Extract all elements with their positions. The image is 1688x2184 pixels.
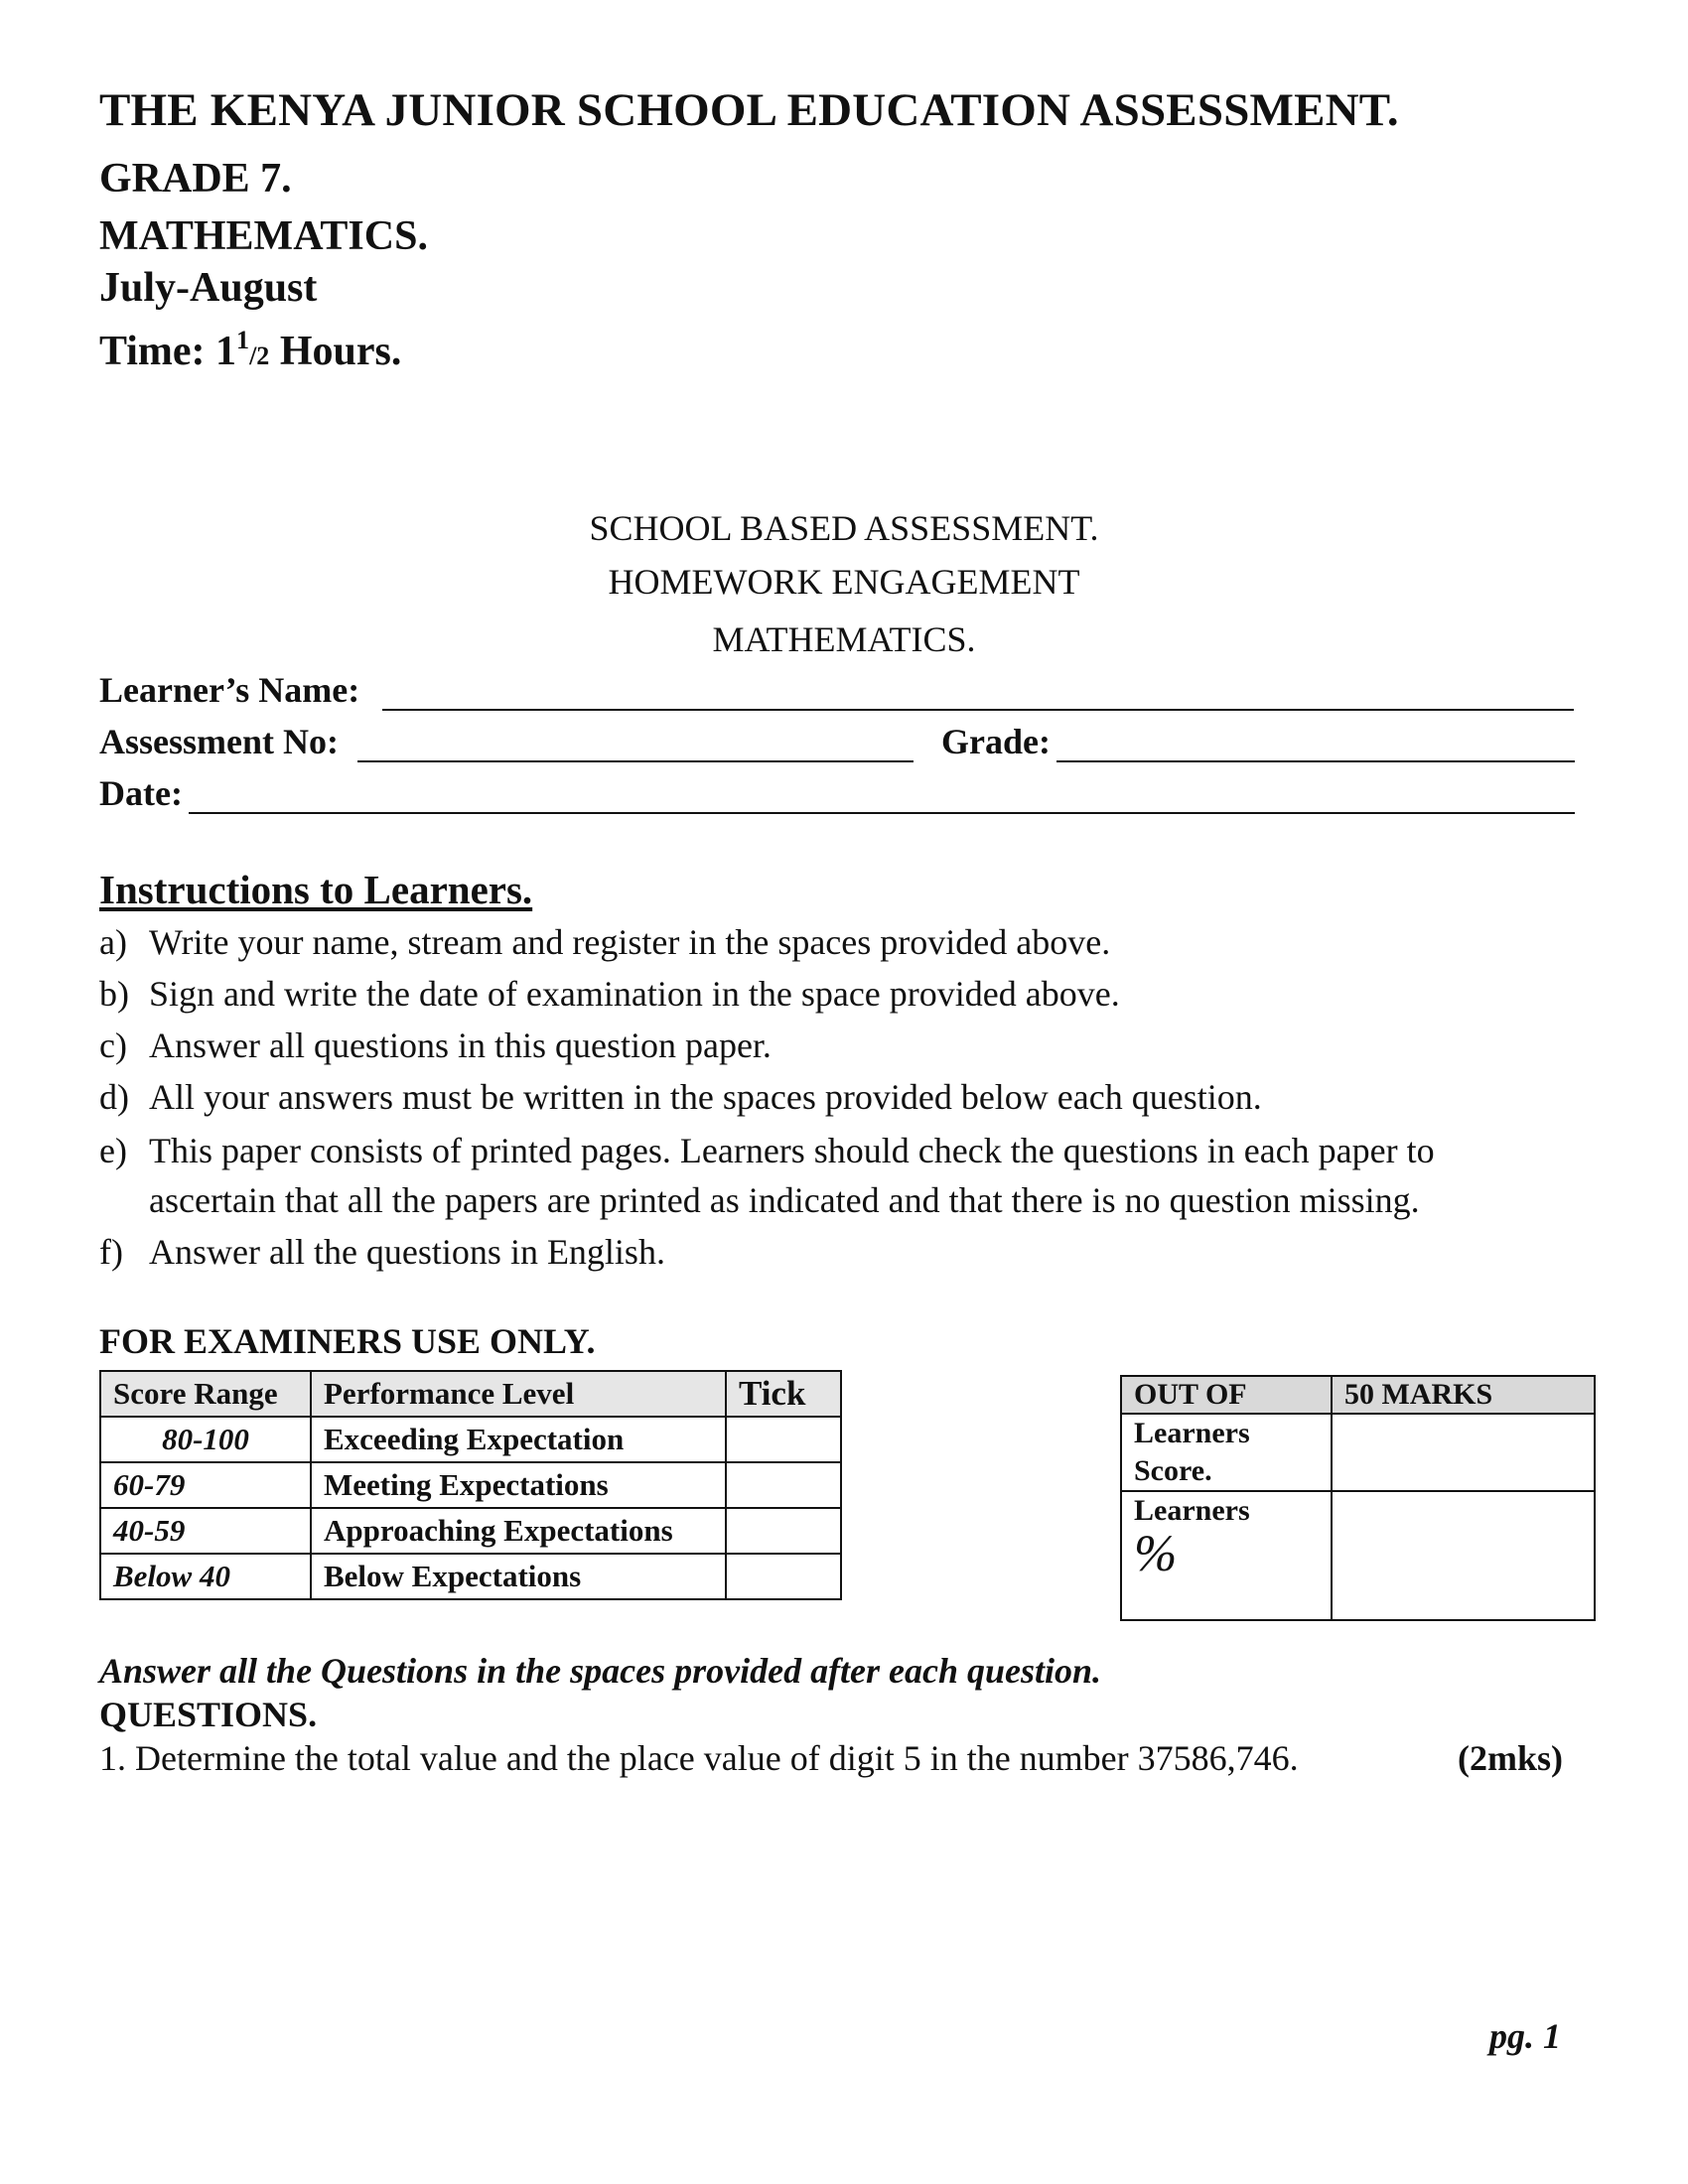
tick-cell[interactable]: [726, 1554, 841, 1599]
instruction-text: Sign and write the date of examination in the space provided above.: [149, 974, 1120, 1014]
question-1-marks: (2mks): [1458, 1738, 1563, 1778]
learner-percent-label: [1121, 1491, 1332, 1620]
column-header-score-range: Score Range: [100, 1371, 311, 1417]
instructions-heading: Instructions to Learners.: [99, 867, 533, 912]
grade-line: GRADE 7.: [99, 156, 292, 202]
instruction-a: [99, 921, 1110, 963]
table-row: [100, 1554, 841, 1599]
performance-level-cell: Below Expectations: [311, 1554, 726, 1599]
instruction-b: [99, 973, 1120, 1015]
assessment-no-label: Assessment No:: [99, 722, 339, 761]
questions-heading: QUESTIONS.: [99, 1695, 318, 1734]
instruction-text: All your answers must be written in the spaces provided below each question.: [149, 1077, 1262, 1117]
instruction-text: Write your name, stream and register in the spaces provided above.: [149, 922, 1111, 962]
instruction-text: Answer all the questions in English.: [149, 1232, 665, 1272]
score-range-cell: 80-100: [100, 1417, 311, 1462]
assessment-line-3: MATHEMATICS.: [712, 619, 976, 659]
table-row: [100, 1417, 841, 1462]
total-marks-label: 50 MARKS: [1332, 1376, 1595, 1414]
subject-line: MATHEMATICS.: [99, 213, 428, 259]
instruction-label: d): [99, 1077, 129, 1117]
date-label: Date:: [99, 773, 183, 813]
question-1-text: 1. Determine the total value and the place value of digit 5 in the number 37586,746.: [99, 1738, 1299, 1778]
score-table-header: [1121, 1376, 1595, 1414]
learner-percent-label-text: Learners: [1134, 1494, 1250, 1527]
period-line: July-August: [99, 265, 318, 311]
performance-level-cell: Approaching Expectations: [311, 1508, 726, 1554]
table-row: [100, 1508, 841, 1554]
learner-name-field[interactable]: [382, 709, 1574, 711]
instruction-f: [99, 1231, 665, 1273]
instruction-e-continued: ascertain that all the papers are printed as indicated and that there is no question missing.: [149, 1180, 1420, 1220]
score-range-cell: 60-79: [100, 1462, 311, 1508]
exam-title: THE KENYA JUNIOR SCHOOL EDUCATION ASSESSMENT.: [99, 84, 1399, 136]
out-of-label: OUT OF: [1121, 1376, 1332, 1414]
time-fraction-denominator: /2: [249, 341, 270, 370]
learner-percent-cell[interactable]: [1332, 1491, 1595, 1620]
instruction-label: e): [99, 1131, 127, 1170]
instruction-text: Answer all questions in this question paper.: [149, 1025, 772, 1065]
score-range-cell: 40-59: [100, 1508, 311, 1554]
instruction-label: b): [99, 974, 129, 1014]
performance-table: [99, 1370, 842, 1600]
learner-name-label: Learner’s Name:: [99, 670, 360, 710]
score-range-cell: Below 40: [100, 1554, 311, 1599]
learner-percent-row: [1121, 1491, 1595, 1620]
learner-score-cell[interactable]: [1332, 1414, 1595, 1491]
assessment-line-1: SCHOOL BASED ASSESSMENT.: [589, 508, 1099, 548]
table-row: [100, 1462, 841, 1508]
score-table: [1120, 1375, 1596, 1621]
instruction-d: [99, 1076, 1262, 1118]
learner-score-label-line-1: Learners: [1134, 1417, 1250, 1449]
learner-score-label: [1121, 1414, 1332, 1491]
column-header-tick: Tick: [726, 1371, 841, 1417]
time-fraction-numerator: 1: [236, 326, 250, 355]
performance-level-cell: Exceeding Expectation: [311, 1417, 726, 1462]
instruction-label: c): [99, 1025, 127, 1065]
instruction-label: f): [99, 1232, 123, 1272]
time-unit: Hours.: [269, 329, 402, 374]
learner-score-label-line-2: Score.: [1134, 1454, 1212, 1487]
table-header-row: [100, 1371, 841, 1417]
column-header-performance-level: Performance Level: [311, 1371, 726, 1417]
instruction-label: a): [99, 922, 127, 962]
instruction-e: [99, 1130, 1435, 1171]
percent-symbol: %: [1134, 1526, 1178, 1582]
tick-cell[interactable]: [726, 1508, 841, 1554]
answer-instruction: Answer all the Questions in the spaces provided after each question.: [99, 1651, 1102, 1691]
examiners-heading: FOR EXAMINERS USE ONLY.: [99, 1321, 596, 1361]
instruction-c: [99, 1024, 772, 1066]
tick-cell[interactable]: [726, 1417, 841, 1462]
page-number: pg. 1: [1489, 2016, 1561, 2056]
grade-field[interactable]: [1056, 760, 1575, 762]
performance-level-cell: Meeting Expectations: [311, 1462, 726, 1508]
tick-cell[interactable]: [726, 1462, 841, 1508]
date-field[interactable]: [189, 812, 1575, 814]
instruction-text: This paper consists of printed pages. Learners should check the questions in each paper to: [149, 1131, 1435, 1170]
assessment-line-2: HOMEWORK ENGAGEMENT: [608, 562, 1080, 602]
time-line: Time: $1^1/2$ Hours.: [99, 326, 402, 374]
learner-score-row: [1121, 1414, 1595, 1491]
assessment-title-block: [0, 501, 1688, 666]
grade-label: Grade:: [941, 722, 1051, 761]
assessment-no-field[interactable]: [357, 760, 914, 762]
